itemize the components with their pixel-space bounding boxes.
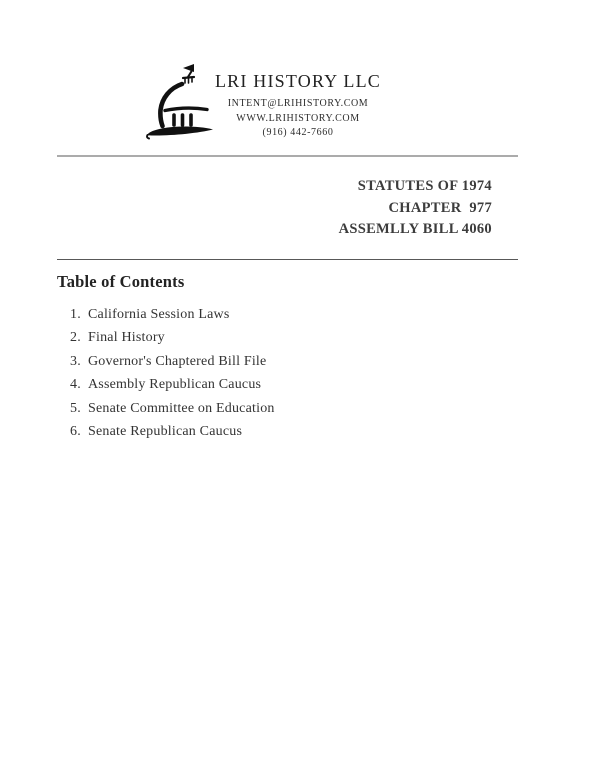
toc-item-label: Final History — [88, 330, 165, 346]
toc-item-number: 3. — [70, 353, 81, 369]
toc-item — [70, 373, 400, 396]
toc-item — [70, 397, 400, 420]
company-name: LRI HISTORY LLC — [214, 71, 381, 91]
toc-item — [70, 326, 400, 349]
toc-item-label: Assembly Republican Caucus — [88, 377, 262, 393]
toc-item-label: Governor's Chaptered Bill File — [88, 353, 267, 369]
bill-line: ASSEMLLY BILL 4060 — [338, 221, 492, 237]
letterhead — [180, 71, 416, 141]
divider-top — [57, 155, 518, 157]
divider-bottom — [57, 259, 518, 260]
phone-text: (916) 442-7660 — [262, 127, 334, 138]
chapter-line: CHAPTER 977 — [388, 199, 492, 216]
toc-item-label: Senate Republican Caucus — [88, 424, 243, 440]
toc-item — [70, 350, 400, 373]
toc-item-number: 5. — [70, 400, 81, 416]
toc-item-number: 2. — [70, 330, 81, 346]
toc-item-number: 1. — [70, 307, 81, 322]
toc-item-label: Senate Committee on Education — [88, 400, 275, 416]
toc-item — [70, 303, 400, 326]
statute-reference — [339, 176, 492, 241]
email-text: INTENT@LRIHISTORY.COM — [227, 98, 369, 109]
website-text: WWW.LRIHISTORY.COM — [236, 112, 360, 124]
contact-block — [180, 97, 416, 141]
toc-item-label: California Session Laws — [88, 307, 230, 322]
toc-item-number: 6. — [70, 424, 81, 440]
statutes-line: STATUTES OF 1974 — [357, 178, 492, 194]
toc-item — [70, 420, 400, 443]
toc-item-number: 4. — [70, 377, 81, 393]
toc-list — [70, 303, 400, 443]
toc-heading: Table of Contents — [57, 272, 185, 291]
